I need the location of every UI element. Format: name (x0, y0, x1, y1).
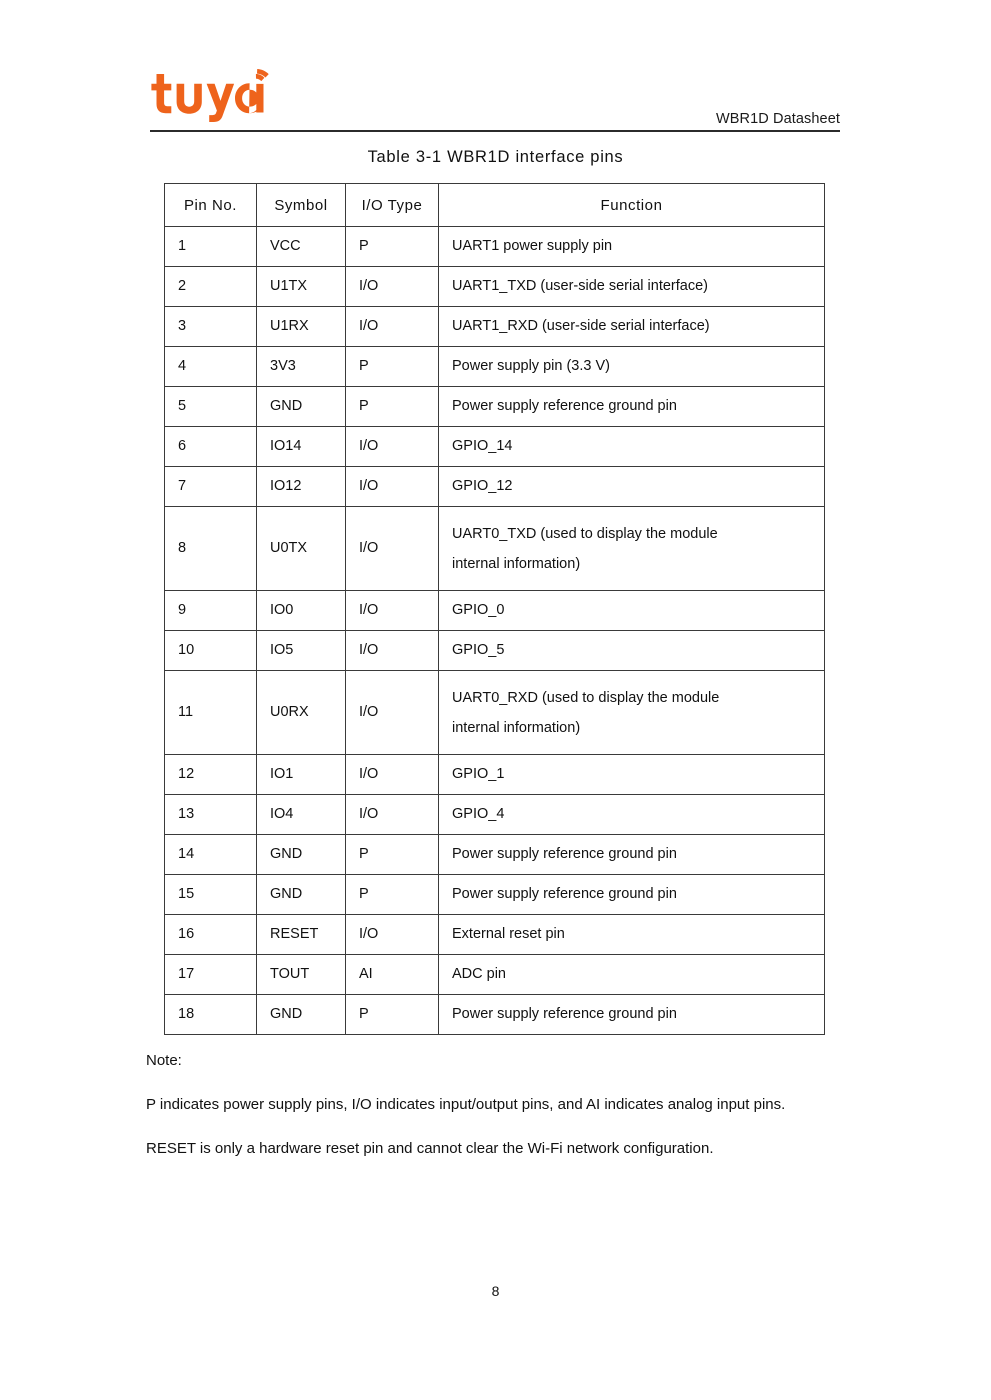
cell-symbol: U1RX (257, 307, 346, 347)
cell-function (439, 915, 825, 955)
cell-symbol: 3V3 (257, 347, 346, 387)
table-row (165, 507, 825, 591)
column-header-function: Function (439, 184, 825, 227)
cell-function (439, 307, 825, 347)
cell-pin-no: 13 (165, 795, 257, 835)
cell-function (439, 875, 825, 915)
cell-io-type: I/O (346, 631, 439, 671)
cell-io-type: I/O (346, 507, 439, 591)
cell-pin-no: 8 (165, 507, 257, 591)
cell-symbol: IO5 (257, 631, 346, 671)
cell-pin-no: 3 (165, 307, 257, 347)
cell-function (439, 507, 825, 591)
cell-symbol: IO4 (257, 795, 346, 835)
cell-pin-no: 4 (165, 347, 257, 387)
cell-symbol: IO0 (257, 591, 346, 631)
cell-io-type: P (346, 835, 439, 875)
cell-pin-no: 5 (165, 387, 257, 427)
cell-pin-no: 7 (165, 467, 257, 507)
cell-io-type: I/O (346, 427, 439, 467)
cell-pin-no: 18 (165, 995, 257, 1035)
table-row (165, 875, 825, 915)
notes-heading: Note: (146, 1052, 182, 1069)
cell-pin-no: 14 (165, 835, 257, 875)
table-row (165, 591, 825, 631)
cell-function (439, 427, 825, 467)
cell-symbol: IO1 (257, 755, 346, 795)
cell-function (439, 835, 825, 875)
cell-function (439, 467, 825, 507)
cell-function-line: Power supply reference ground pin (452, 886, 677, 902)
cell-symbol: IO14 (257, 427, 346, 467)
cell-function-line: GPIO_0 (452, 602, 505, 618)
table-row (165, 915, 825, 955)
cell-io-type: I/O (346, 671, 439, 755)
table-header-row (165, 184, 825, 227)
cell-pin-no: 9 (165, 591, 257, 631)
cell-io-type: I/O (346, 307, 439, 347)
cell-function (439, 347, 825, 387)
note-paragraph-2: RESET is only a hardware reset pin and cannot clear the Wi-Fi network configuration. (146, 1140, 714, 1157)
table-header (165, 184, 825, 227)
cell-function (439, 267, 825, 307)
cell-function-line: GPIO_1 (452, 766, 505, 782)
cell-io-type: I/O (346, 467, 439, 507)
cell-pin-no: 17 (165, 955, 257, 995)
cell-function (439, 755, 825, 795)
table-row (165, 467, 825, 507)
cell-io-type: I/O (346, 591, 439, 631)
cell-io-type: P (346, 347, 439, 387)
table-row (165, 955, 825, 995)
table-body (165, 227, 825, 1035)
table-row (165, 631, 825, 671)
cell-function (439, 387, 825, 427)
cell-function (439, 995, 825, 1035)
cell-io-type: I/O (346, 795, 439, 835)
cell-function (439, 591, 825, 631)
cell-function-line: UART0_TXD (used to display the module (452, 525, 718, 542)
cell-io-type: I/O (346, 267, 439, 307)
cell-function-line: UART1 power supply pin (452, 238, 613, 254)
tuya-logo-icon (150, 68, 270, 122)
cell-symbol: IO12 (257, 467, 346, 507)
table-row (165, 427, 825, 467)
cell-function (439, 631, 825, 671)
table-row (165, 755, 825, 795)
header-document-title: WBR1D Datasheet (716, 111, 840, 127)
header-divider (150, 130, 840, 132)
interface-pins-table (164, 183, 825, 1035)
cell-pin-no: 12 (165, 755, 257, 795)
cell-io-type: I/O (346, 755, 439, 795)
cell-function-line: ADC pin (452, 966, 506, 982)
column-header-symbol: Symbol (257, 184, 346, 227)
cell-symbol: U0RX (257, 671, 346, 755)
cell-symbol: VCC (257, 227, 346, 267)
cell-function (439, 955, 825, 995)
page-header (150, 60, 840, 132)
cell-symbol: RESET (257, 915, 346, 955)
notes-section (146, 1047, 824, 1163)
cell-pin-no: 6 (165, 427, 257, 467)
cell-function-line: External reset pin (452, 926, 565, 942)
cell-function (439, 227, 825, 267)
table-row (165, 995, 825, 1035)
cell-pin-no: 1 (165, 227, 257, 267)
note-paragraph-1: P indicates power supply pins, I/O indicates input/output pins, and AI indicates analog input pins. (146, 1096, 786, 1113)
table-row (165, 795, 825, 835)
table-caption: Table 3-1 WBR1D interface pins (367, 148, 624, 166)
table-row (165, 307, 825, 347)
cell-function-line: Power supply reference ground pin (452, 846, 677, 862)
page-number: 8 (491, 1283, 500, 1299)
cell-function-line: UART1_RXD (user-side serial interface) (452, 318, 710, 334)
cell-function-line: GPIO_12 (452, 478, 513, 494)
cell-symbol: GND (257, 995, 346, 1035)
cell-io-type: P (346, 387, 439, 427)
cell-io-type: P (346, 227, 439, 267)
cell-function-line: GPIO_5 (452, 642, 505, 658)
cell-function-line: GPIO_4 (452, 806, 505, 822)
table-row (165, 267, 825, 307)
cell-function-line: Power supply reference ground pin (452, 398, 677, 414)
cell-function-line: Power supply reference ground pin (452, 1006, 677, 1022)
cell-function-line: GPIO_14 (452, 438, 513, 454)
cell-pin-no: 11 (165, 671, 257, 755)
cell-symbol: GND (257, 387, 346, 427)
cell-io-type: I/O (346, 915, 439, 955)
cell-io-type: AI (346, 955, 439, 995)
cell-pin-no: 16 (165, 915, 257, 955)
table-row (165, 347, 825, 387)
table-row (165, 227, 825, 267)
cell-function-line: UART1_TXD (user-side serial interface) (452, 278, 708, 294)
cell-io-type: P (346, 875, 439, 915)
column-header-io-type: I/O Type (346, 184, 439, 227)
cell-symbol: GND (257, 835, 346, 875)
interface-pins-table-container (164, 183, 824, 1035)
cell-symbol: TOUT (257, 955, 346, 995)
column-header-pin-no: Pin No. (165, 184, 257, 227)
cell-function-line: UART0_RXD (used to display the module (452, 689, 720, 706)
cell-pin-no: 2 (165, 267, 257, 307)
cell-symbol: GND (257, 875, 346, 915)
cell-function (439, 795, 825, 835)
cell-symbol: U0TX (257, 507, 346, 591)
cell-function-line: internal information) (452, 555, 581, 572)
cell-symbol: U1TX (257, 267, 346, 307)
cell-pin-no: 15 (165, 875, 257, 915)
cell-io-type: P (346, 995, 439, 1035)
cell-function-line: Power supply pin (3.3 V) (452, 358, 610, 374)
cell-pin-no: 10 (165, 631, 257, 671)
cell-function (439, 671, 825, 755)
table-row (165, 387, 825, 427)
table-row (165, 671, 825, 755)
tuya-logo (150, 68, 270, 122)
cell-function-line: internal information) (452, 719, 581, 736)
table-row (165, 835, 825, 875)
